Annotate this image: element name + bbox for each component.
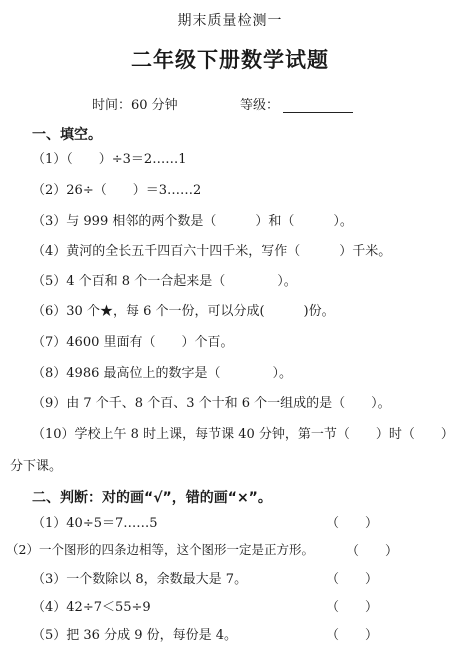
judge-question-1: （1）40÷5＝7……5 — [32, 516, 158, 531]
grade-field — [240, 94, 353, 113]
fill-question-9: （9）由 7 个千、8 个百、3 个十和 6 个一组成的是（ ）。 — [32, 396, 391, 411]
grade-blank-line — [283, 100, 353, 113]
judge-answer-blank-1: （ ） — [326, 516, 379, 531]
judge-answer-blank-5: （ ） — [326, 628, 379, 643]
fill-question-1: （1）（ ）÷3＝2……1 — [32, 152, 187, 167]
judge-answer-blank-3: （ ） — [326, 572, 379, 587]
time-label: 时间：60 分钟 — [92, 98, 178, 113]
fill-question-2: （2）26÷（ ）＝3……2 — [32, 183, 202, 198]
judge-question-4: （4）42÷7＜55÷9 — [32, 600, 151, 615]
judge-answer-blank-2: （ ） — [346, 544, 399, 559]
fill-question-10-continued: 分下课。 — [10, 459, 63, 474]
section-fill-in-heading: 一、填空。 — [32, 127, 102, 143]
exam-title: 二年级下册数学试题 — [131, 48, 329, 72]
fill-question-6: （6）30 个★，每 6 个一份，可以分成( )份。 — [32, 304, 335, 319]
fill-question-7: （7）4600 里面有（ ）个百。 — [32, 335, 234, 350]
section-judge-heading: 二、判断：对的画“√”，错的画“×”。 — [32, 490, 272, 506]
fill-question-8: （8）4986 最高位上的数字是（ ）。 — [32, 366, 292, 381]
fill-question-10: （10）学校上午 8 时上课，每节课 40 分钟，第一节（ ）时（ ） — [32, 427, 454, 442]
fill-question-4: （4）黄河的全长五千四百六十四千米，写作（ ）千米。 — [32, 244, 392, 259]
judge-question-2: （2）一个图形的四条边相等，这个图形一定是正方形。 — [6, 542, 314, 557]
exam-subtitle: 期末质量检测一 — [177, 13, 283, 29]
grade-label: 等级： — [240, 98, 280, 113]
judge-answer-blank-4: （ ） — [326, 600, 379, 615]
fill-question-3: （3）与 999 相邻的两个数是（ ）和（ ）。 — [32, 214, 353, 229]
fill-question-5: （5）4 个百和 8 个一合起来是（ ）。 — [32, 274, 297, 289]
judge-question-3: （3）一个数除以 8，余数最大是 7。 — [32, 572, 248, 587]
judge-question-5: （5）把 36 分成 9 份，每份是 4。 — [32, 628, 238, 643]
